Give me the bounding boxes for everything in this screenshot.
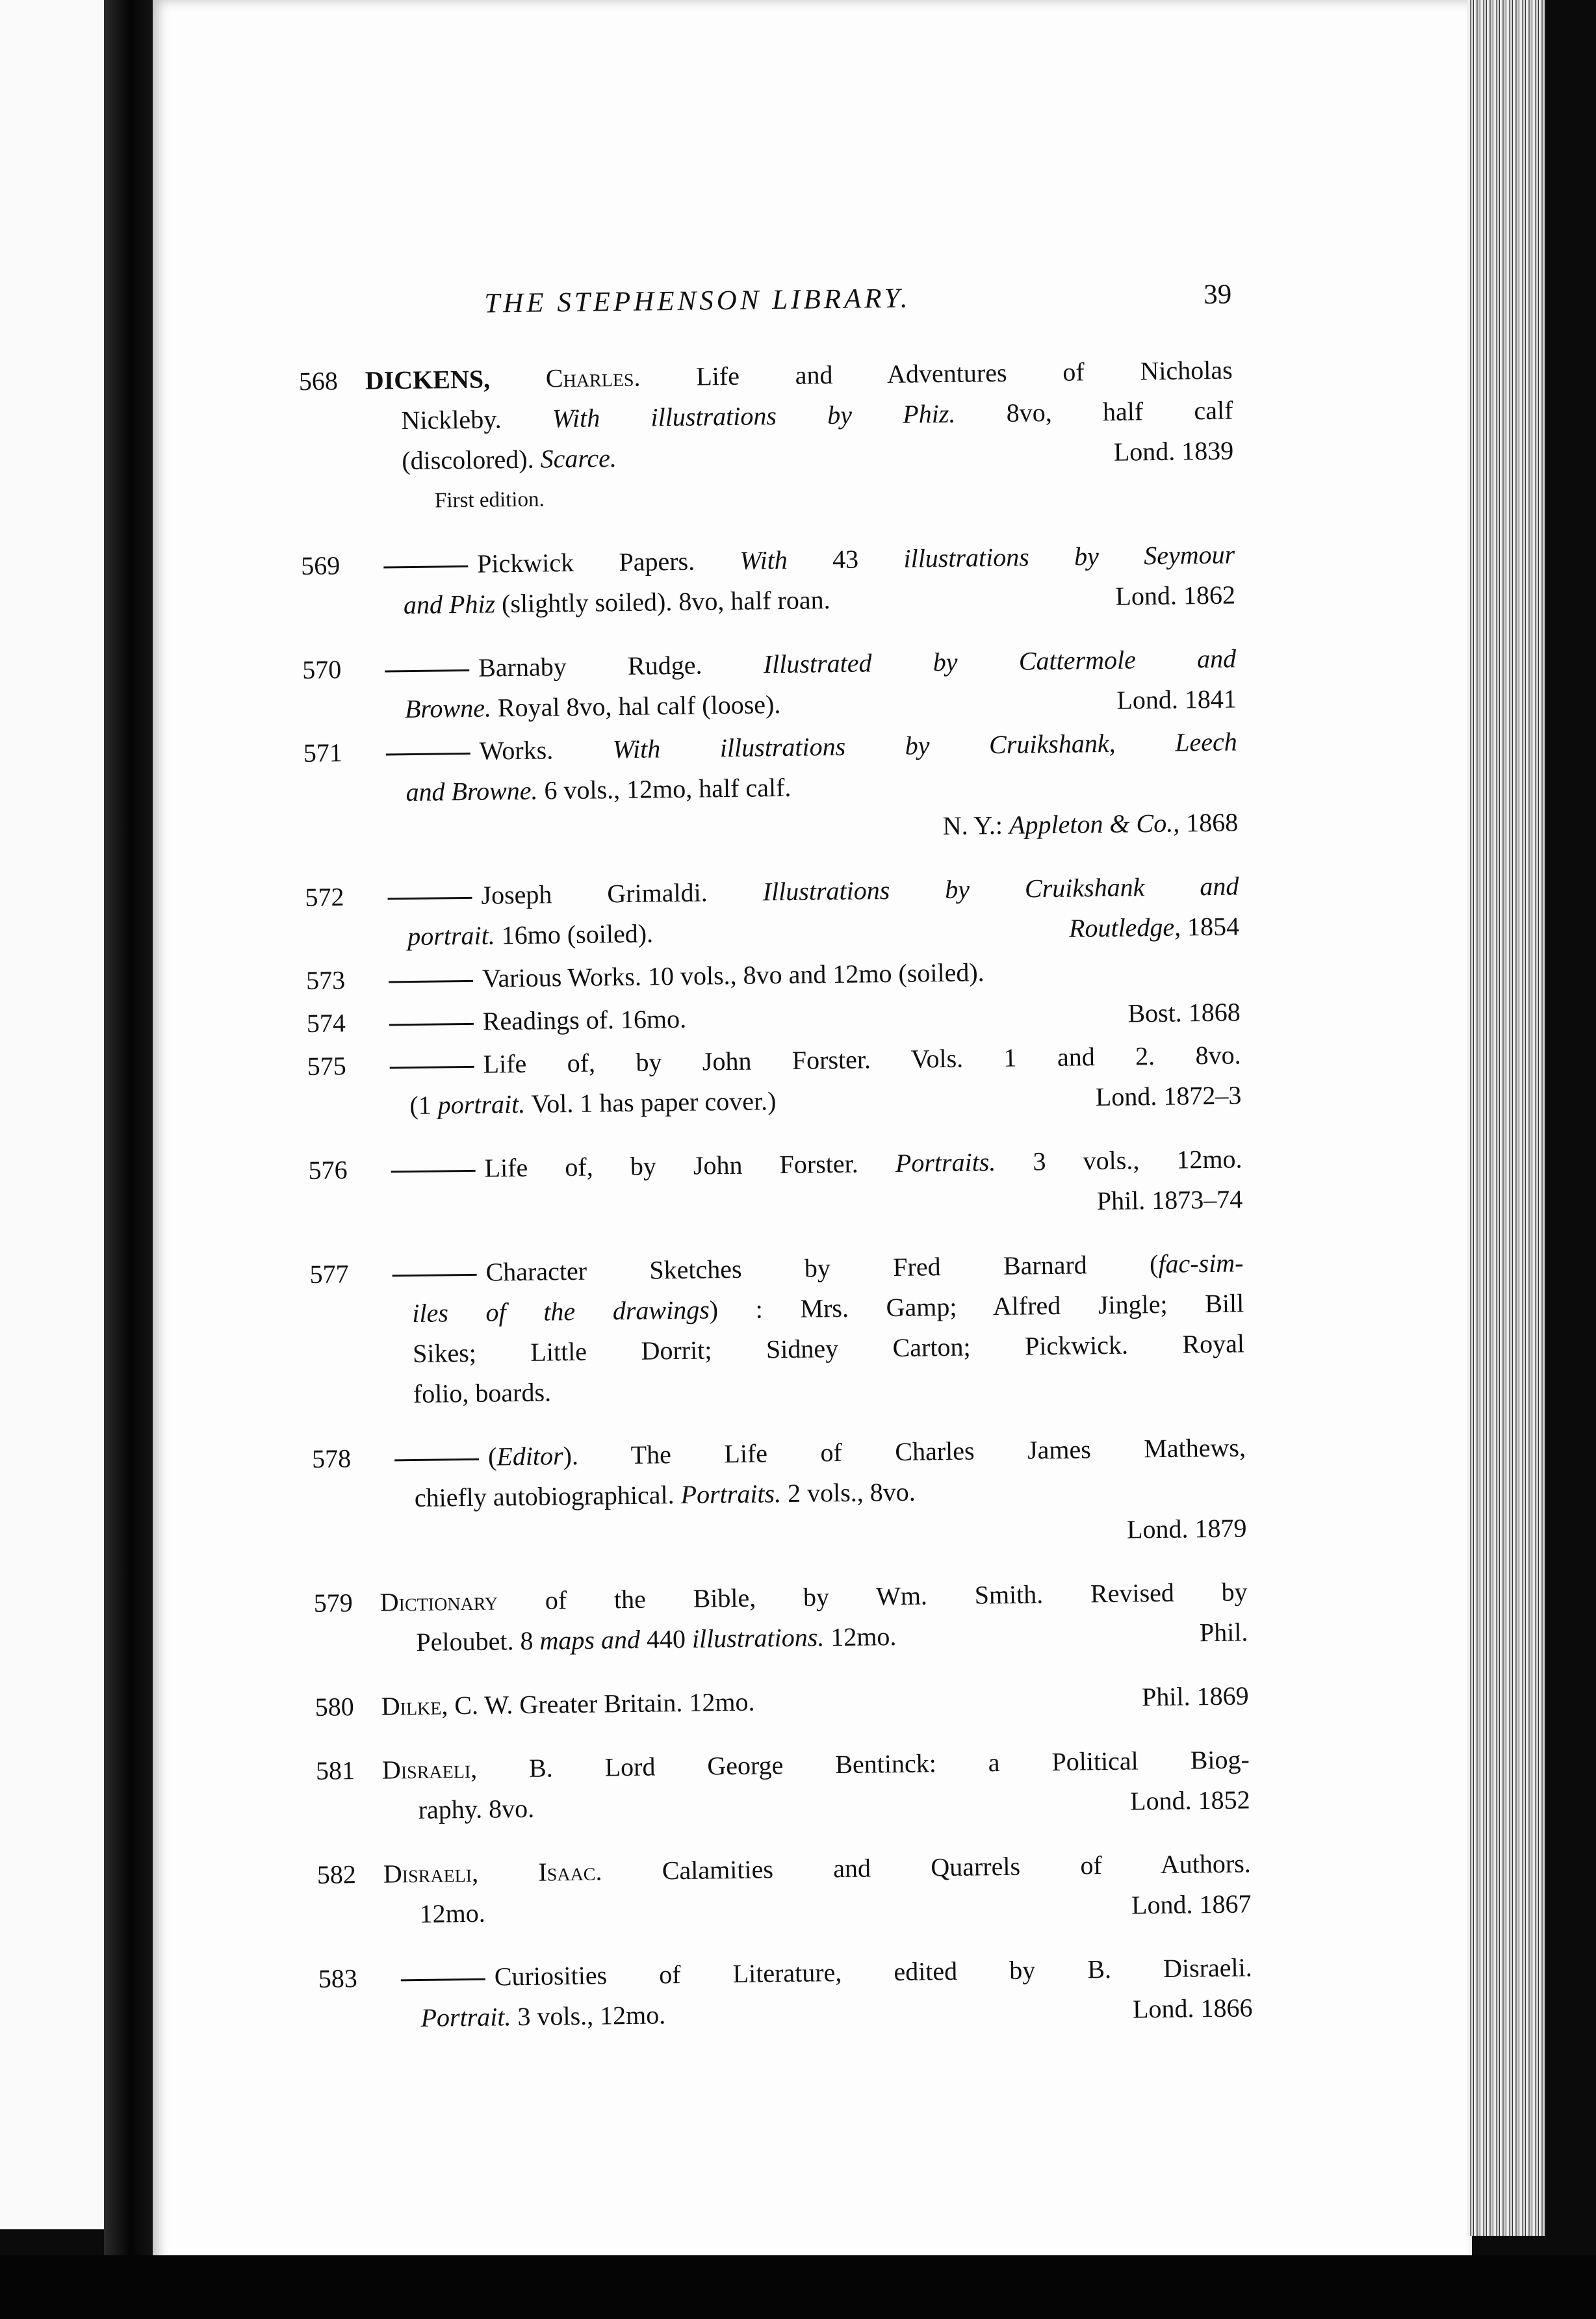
catalog-entry bbox=[303, 721, 1239, 853]
catalog-entry bbox=[313, 1572, 1248, 1663]
entry-line: Life of, by John Forster. Portraits. 3 vols., 12mo. bbox=[391, 1139, 1242, 1189]
entry-number: 572 bbox=[305, 882, 344, 913]
ditto-rule bbox=[394, 1458, 479, 1462]
entry-line: Portrait. 3 vols., 12mo. Lond. 1866 bbox=[420, 1993, 1253, 2032]
catalog-entry bbox=[318, 1947, 1253, 2039]
entry-line: Various Works. 10 vols., 8vo and 12mo (soiled). bbox=[389, 949, 1241, 1000]
catalog-entry bbox=[298, 350, 1234, 523]
entry-line: chiefly autobiographical. Portraits. 2 vols., 8vo. bbox=[414, 1477, 916, 1513]
running-header bbox=[302, 275, 1232, 338]
entry-line: raphy. 8vo. Lond. 1852 bbox=[418, 1785, 1250, 1824]
ditto-rule bbox=[388, 897, 472, 900]
catalog-entry bbox=[300, 534, 1236, 626]
entry-line: (Editor). The Life of Charles James Mathews, bbox=[394, 1427, 1246, 1478]
entry-number: 568 bbox=[298, 366, 339, 396]
entry-line: Phil. 1873–74 bbox=[1096, 1184, 1243, 1216]
entry-line: Life of, by John Forster. Vols. 1 and 2. 8vo. bbox=[389, 1035, 1241, 1085]
entry-number: 579 bbox=[313, 1588, 354, 1618]
entry-number: 575 bbox=[307, 1051, 346, 1081]
catalog-entry bbox=[305, 949, 1241, 1000]
catalog-entry bbox=[307, 1035, 1242, 1126]
entry-line: Disraeli, Isaac. Calamities and Quarrels of Authors. bbox=[383, 1848, 1252, 1889]
entry-line: and Browne. 6 vols., 12mo, half calf. bbox=[405, 772, 792, 807]
catalog-entry bbox=[306, 992, 1241, 1043]
page-stack-edge bbox=[1467, 0, 1545, 2236]
catalog-entry bbox=[315, 1739, 1250, 1831]
scan-bottom-border bbox=[0, 2255, 1596, 2319]
ditto-rule bbox=[385, 669, 469, 673]
catalog-entry bbox=[308, 1139, 1243, 1230]
entry-line: N. Y.: Appleton & Co., 1868 bbox=[942, 807, 1239, 841]
entry-number: 577 bbox=[309, 1259, 349, 1289]
entry-line: Dilke, C. W. Greater Britain. 12mo. Phil. 1869 bbox=[381, 1681, 1249, 1721]
entry-line: and Phiz (slightly soiled). 8vo, half roan. Lond. 1862 bbox=[403, 580, 1236, 620]
ditto-rule bbox=[393, 1274, 477, 1277]
entry-line: Nickleby. With illustrations by Phiz. 8vo, half calf bbox=[401, 395, 1233, 435]
entry-line: 12mo. Lond. 1867 bbox=[419, 1889, 1252, 1928]
ditto-rule bbox=[391, 1170, 476, 1173]
catalog-entry bbox=[315, 1676, 1249, 1727]
entry-number: 574 bbox=[306, 1008, 346, 1038]
entry-line: portrait. 16mo (soiled). Routledge, 1854 bbox=[407, 911, 1240, 952]
entry-line: Sikes; Little Dorrit; Sidney Carton; Pickwick. Royal bbox=[412, 1328, 1245, 1369]
entry-line: Peloubet. 8 maps and 440 illustrations. 12mo. Phil. bbox=[416, 1617, 1248, 1657]
entry-line: (1 portrait. Vol. 1 has paper cover.) Lond. 1872–3 bbox=[409, 1080, 1242, 1121]
entry-line: Disraeli, B. Lord George Bentinck: a Political Biog- bbox=[381, 1744, 1250, 1785]
entry-line: Joseph Grimaldi. Illustrations by Cruikshank and bbox=[387, 866, 1239, 916]
entry-line: Browne. Royal 8vo, hal calf (loose). Lond. 1841 bbox=[404, 684, 1237, 724]
entry-line: DICKENS, Charles. Life and Adventures of Nicholas bbox=[365, 355, 1233, 395]
page-number: 39 bbox=[1203, 279, 1232, 311]
entry-number: 571 bbox=[303, 738, 343, 768]
entry-number: 582 bbox=[316, 1859, 357, 1889]
entry-note: First edition. bbox=[434, 487, 545, 513]
entry-line: Dictionary of the Bible, by Wm. Smith. Revised by bbox=[380, 1577, 1248, 1617]
ditto-rule bbox=[390, 1066, 474, 1069]
entry-number: 570 bbox=[302, 654, 342, 685]
catalog-entry bbox=[302, 638, 1237, 730]
entry-line: iles of the drawings) : Mrs. Gamp; Alfred Jingle; Bill bbox=[412, 1288, 1244, 1328]
catalog-entry bbox=[311, 1427, 1247, 1559]
entry-line: (discolored). Scarce. Lond. 1839 bbox=[402, 435, 1234, 476]
entry-line: Barnaby Rudge. Illustrated by Cattermole and bbox=[385, 638, 1237, 689]
running-title: THE STEPHENSON LIBRARY. bbox=[484, 283, 911, 319]
entry-line: folio, boards. bbox=[413, 1377, 552, 1409]
ditto-rule bbox=[386, 753, 470, 756]
entry-line: Character Sketches by Fred Barnard (fac-sim- bbox=[392, 1243, 1244, 1293]
entry-number: 581 bbox=[315, 1755, 355, 1785]
ditto-rule bbox=[401, 1978, 485, 1982]
entry-number: 578 bbox=[311, 1444, 352, 1473]
catalog-entry bbox=[309, 1243, 1245, 1415]
ditto-rule bbox=[389, 980, 473, 983]
entry-number: 569 bbox=[300, 551, 341, 581]
entry-number: 583 bbox=[318, 1963, 358, 1993]
entry-line: Curiosities of Literature, edited by B. Disraeli. bbox=[400, 1947, 1252, 1998]
ditto-rule bbox=[389, 1023, 474, 1026]
entry-number: 573 bbox=[305, 965, 346, 996]
page-content bbox=[298, 275, 1253, 2040]
entry-number: 576 bbox=[308, 1155, 348, 1185]
entry-line: Lond. 1879 bbox=[1126, 1513, 1247, 1544]
entry-line: Pickwick Papers. With 43 illustrations by Seymour bbox=[383, 534, 1235, 585]
entry-line: Readings of. 16mo. Bost. 1868 bbox=[389, 992, 1241, 1043]
entry-line: Works. With illustrations by Cruikshank, Leech bbox=[385, 721, 1237, 772]
entry-number: 580 bbox=[315, 1692, 354, 1722]
catalog-entry bbox=[316, 1843, 1252, 1935]
ditto-rule bbox=[383, 565, 468, 569]
catalog-entry bbox=[305, 866, 1240, 957]
